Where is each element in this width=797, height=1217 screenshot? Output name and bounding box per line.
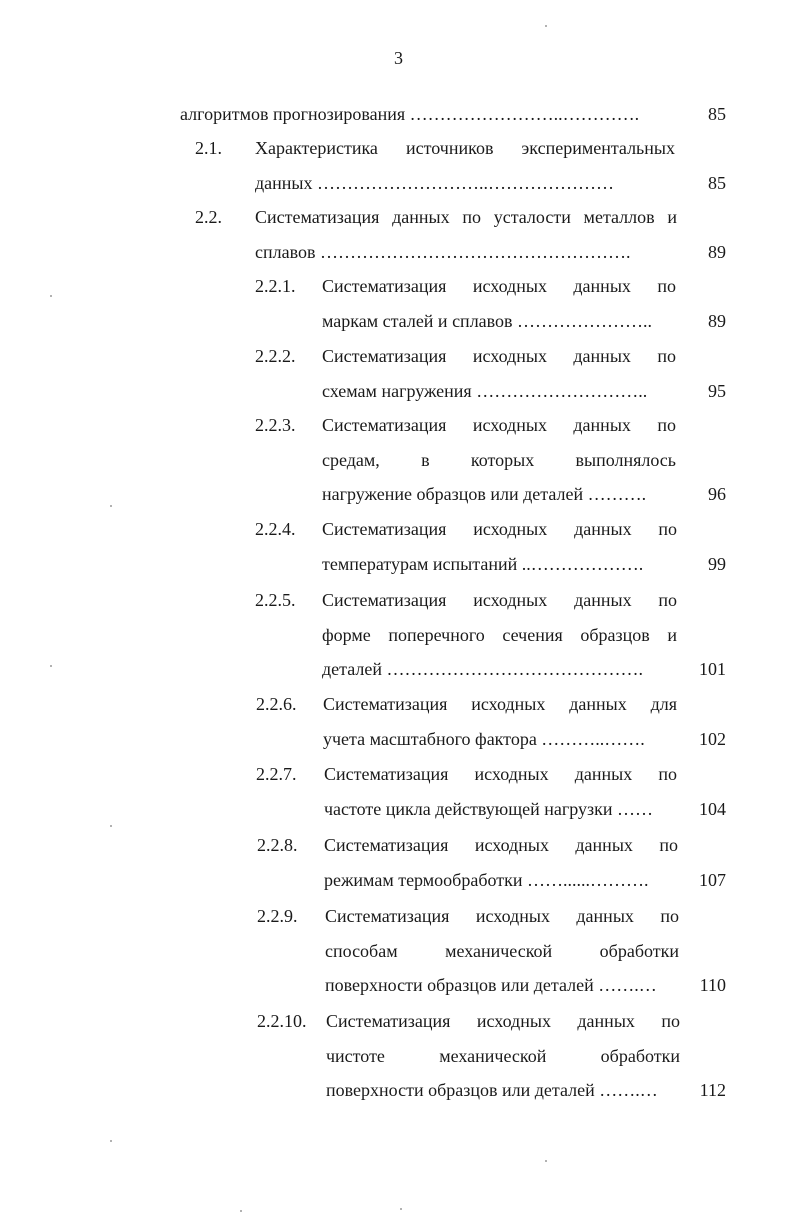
- toc-entry-number: 2.2.6.: [256, 694, 297, 714]
- toc-entry-text-line: схемам нагружения ………………………..: [322, 380, 648, 401]
- scan-speck: [50, 295, 52, 297]
- scan-speck: [110, 505, 112, 507]
- toc-entry-text-line: учета масштабного фактора ………..…….: [323, 728, 645, 749]
- toc-entry-page: 101: [699, 659, 726, 679]
- page-number: 3: [394, 48, 403, 68]
- toc-entry-text-line: Систематизация исходных данных по: [322, 415, 676, 435]
- toc-entry-page: 89: [708, 241, 726, 262]
- toc-entry-text-line: маркам сталей и сплавов …………………..: [322, 310, 653, 331]
- toc-entry-number: 2.2.10.: [257, 1011, 307, 1031]
- toc-entry-text-line: режимам термообработки ……......……….: [324, 869, 649, 890]
- toc-entry-text-line: Систематизация исходных данных по: [322, 519, 677, 539]
- toc-entry-page: 102: [699, 728, 726, 749]
- toc-entry-page: 110: [699, 975, 726, 995]
- toc-entry-text-line: нагружение образцов или деталей ……….: [322, 484, 647, 504]
- toc-entry-text-line: Систематизация данных по усталости металлов и: [255, 207, 677, 227]
- toc-entry-number: 2.2.1.: [255, 276, 296, 296]
- toc-entry-text-line: температурам испытаний ..……………….: [322, 553, 644, 574]
- scan-speck: [545, 1160, 547, 1162]
- toc-entry-text-line: Систематизация исходных данных по: [324, 835, 678, 855]
- toc-entry-page: 95: [708, 380, 726, 401]
- toc-entry-text-line: поверхности образцов или деталей …….…: [326, 1080, 658, 1100]
- toc-entry-number: 2.2.9.: [257, 906, 298, 926]
- toc-entry-page: 85: [708, 172, 726, 193]
- scan-speck: [400, 1208, 402, 1210]
- toc-entry-page: 85: [708, 104, 726, 124]
- toc-entry-text-line: алгоритмов прогнозирования ……………………..………….: [180, 104, 640, 124]
- toc-entry-text-line: средам, в которых выполнялось: [322, 449, 676, 470]
- toc-entry-page: 96: [708, 484, 726, 504]
- toc-entry-number: 2.2.3.: [255, 415, 296, 435]
- toc-entry-text-line: данных ………………………..…………………: [255, 172, 615, 193]
- toc-entry-text-line: Систематизация исходных данных по: [325, 906, 679, 926]
- toc-entry-text-line: Систематизация исходных данных по: [322, 346, 676, 366]
- toc-entry-text-line: способам механической обработки: [325, 940, 679, 961]
- toc-entry-text-line: поверхности образцов или деталей …….…: [325, 975, 657, 995]
- scan-speck: [240, 1210, 242, 1212]
- toc-entry-text-line: частоте цикла действующей нагрузки ……: [324, 798, 653, 819]
- scan-speck: [50, 665, 52, 667]
- toc-entry-text-line: деталей …………………………………….: [322, 659, 643, 679]
- toc-entry-number: 2.2.: [195, 207, 222, 227]
- toc-entry-page: 112: [699, 1080, 726, 1100]
- toc-entry-page: 107: [699, 869, 726, 890]
- toc-entry-page: 104: [699, 798, 726, 819]
- toc-entry-number: 2.2.2.: [255, 346, 296, 366]
- toc-entry-number: 2.2.4.: [255, 519, 296, 539]
- toc-entry-text-line: Характеристика источников экспериментальных: [255, 138, 675, 158]
- toc-entry-text-line: форме поперечного сечения образцов и: [322, 624, 677, 645]
- toc-entry-text-line: Систематизация исходных данных по: [324, 764, 677, 784]
- toc-entry-page: 89: [708, 310, 726, 331]
- scan-speck: [545, 25, 547, 27]
- toc-entry-number: 2.1.: [195, 138, 222, 158]
- toc-entry-text-line: чистоте механической обработки: [326, 1045, 680, 1066]
- toc-entry-number: 2.2.8.: [257, 835, 298, 855]
- toc-entry-number: 2.2.5.: [255, 590, 296, 610]
- toc-entry-text-line: Систематизация исходных данных по: [326, 1011, 680, 1031]
- toc-entry-number: 2.2.7.: [256, 764, 297, 784]
- toc-entry-text-line: сплавов …………………………………………….: [255, 241, 631, 262]
- toc-entry-text-line: Систематизация исходных данных по: [322, 590, 677, 610]
- toc-entry-text-line: Систематизация исходных данных по: [322, 276, 676, 296]
- scan-speck: [110, 1140, 112, 1142]
- toc-entry-page: 99: [708, 553, 726, 574]
- toc-entry-text-line: Систематизация исходных данных для: [323, 694, 677, 714]
- scan-speck: [110, 825, 112, 827]
